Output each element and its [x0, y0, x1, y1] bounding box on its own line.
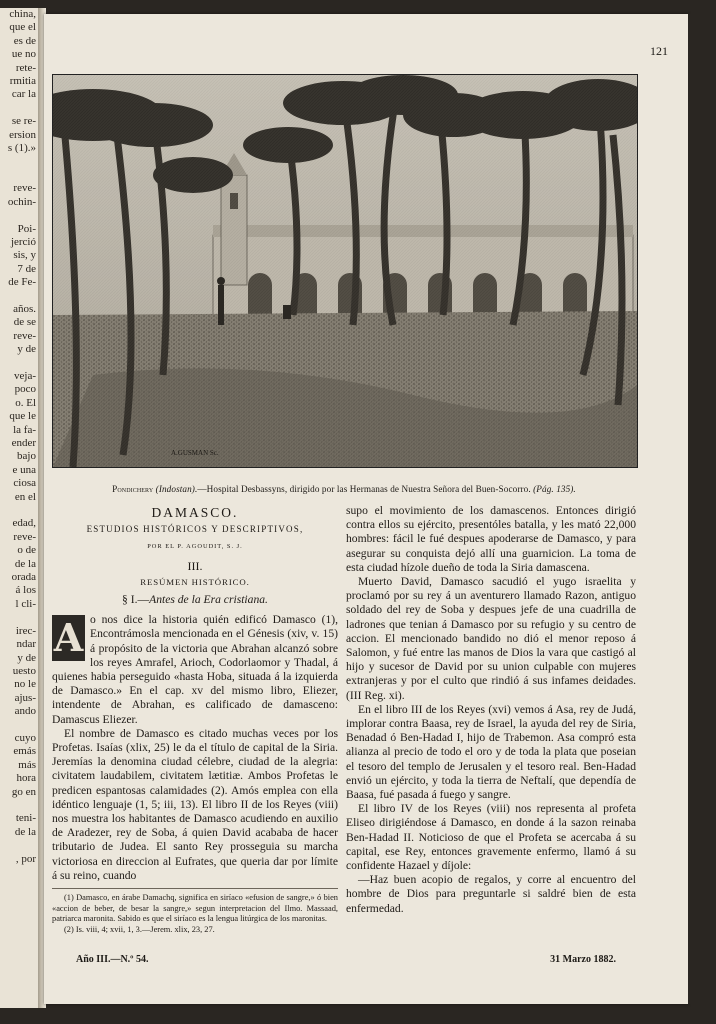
- facing-page-line: irec-: [15, 624, 36, 637]
- issue-number: Año III.—N.º 54.: [76, 954, 149, 965]
- facing-page-line: [0, 504, 40, 517]
- facing-page-line: o. El: [15, 396, 36, 409]
- facing-page-line: años.: [13, 302, 36, 315]
- paragraph: —Haz buen acopio de regalos, y corre al encuentro del hombre de Dios para preguntarle si saldré bien de esta enfermedad.: [346, 873, 636, 915]
- facing-page-line: [0, 719, 40, 732]
- paragraph: [52, 613, 338, 727]
- facing-page-line: veja-: [14, 369, 36, 382]
- facing-page-line: [0, 102, 40, 115]
- facing-page-line: emás: [13, 745, 36, 758]
- article-subtitle: ESTUDIOS HISTÓRICOS Y DESCRIPTIVOS,: [86, 524, 304, 535]
- right-column: [346, 504, 636, 916]
- page-number: 121: [650, 44, 668, 58]
- artist-signature: A.GUSMAN Sc.: [171, 449, 219, 457]
- facing-page-line: la fa-: [13, 423, 36, 436]
- facing-page-line: y de: [17, 651, 36, 664]
- chapter-title: RESÚMEN HISTÓRICO.: [140, 576, 250, 587]
- facing-page-line: que el: [9, 21, 36, 34]
- footnote: (2) Is. viii, 4; xvii, 1, 3.—Jerem. xlix, 23, 27.: [64, 924, 215, 934]
- paragraph: Muerto David, Damasco sacudió el yugo israelita y proclamó por su rey á un aventurero llamado Razon, antiguo soldado del rey de Soba y despues jefe de una cuadrilla de ladrones que tenian á Damasco por su refugio y su centro de accion. El mencionado bandido no dió el menor reposo á Salomon, y fué entre las manos de Dios la vara que castigó al hijo y sucesor de David por su union culpable con mujeres extranjeras y por el culto que rindió á sus infames deidades. (III Reg. xi).: [346, 575, 636, 702]
- facing-page-line: ersion: [9, 128, 36, 141]
- facing-page-line: ochin-: [7, 195, 36, 208]
- facing-page-line: ue no: [11, 48, 36, 61]
- facing-page-line: bajo: [17, 450, 36, 463]
- facing-page-line: Poi-: [17, 222, 36, 235]
- drop-cap: A: [53, 615, 84, 661]
- facing-page-line: edad,: [12, 517, 36, 530]
- facing-page-line: go en: [11, 785, 36, 798]
- facing-page-line: [0, 169, 40, 182]
- facing-page-line: ando: [14, 705, 36, 718]
- facing-page-line: orada: [11, 571, 36, 584]
- facing-page-fragment: [0, 8, 41, 1008]
- facing-page-line: ndar: [16, 638, 36, 651]
- facing-page-line: car la: [11, 88, 36, 101]
- footnote-rule: [52, 888, 338, 889]
- section-heading: [52, 593, 338, 607]
- caption-text: —Hospital Desbassyns, dirigido por las Hermanas de Nuestra Señora del Buen-Socorro.: [197, 484, 531, 494]
- facing-page-line: más: [18, 758, 36, 771]
- magazine-page: [44, 14, 688, 1004]
- facing-page-line: ciosa: [13, 477, 36, 490]
- facing-page-line: de se: [13, 316, 36, 329]
- caption-ref: (Pág. 135).: [533, 484, 576, 494]
- facing-page-line: poco: [14, 383, 36, 396]
- facing-page-line: reve-: [13, 182, 36, 195]
- facing-page-line: sis, y: [13, 249, 36, 262]
- scan-background: [688, 14, 716, 1004]
- facing-page-line: y de: [17, 343, 36, 356]
- facing-page-line: se re-: [11, 115, 36, 128]
- facing-page-line: de la: [14, 557, 36, 570]
- footnote: (1) Damasco, en árabe Damachq, significa en siríaco «efusion de sangre,» ó bien «accion de beber, de besar la sangre,» segun interpretacion del Ilmo. Massaad, patriarca maronita. Sabido es que el siríaco es la lengua litúrgica de los maronitas.: [52, 893, 338, 924]
- paragraph: supo el movimiento de los damascenos. Entonces dirigió contra ellos su ejército, presentóles batalla, y les mató 22,000 hombres: fácil le fué despues apoderarse de Damasco, y para asegurar su conquista dejó allí una guarnicion. La toma de esta ciudad hízole dueño de toda la Siria damascena.: [346, 504, 636, 574]
- facing-page-line: de Fe-: [8, 276, 36, 289]
- facing-page-line: es de: [13, 34, 36, 47]
- facing-page-line: reve-: [13, 530, 36, 543]
- facing-page-line: [0, 290, 40, 303]
- facing-page-line: [0, 799, 40, 812]
- facing-page-line: teni-: [15, 812, 36, 825]
- facing-page-line: [0, 209, 40, 222]
- issue-date: 31 Marzo 1882.: [550, 954, 616, 965]
- caption-place: Pondichery: [112, 484, 154, 494]
- facing-page-line: l cli-: [15, 597, 36, 610]
- facing-page-line: jerció: [10, 235, 36, 248]
- paragraph-text: o nos dice la historia quién edificó Damasco (1), Encontrámosla mencionada en el Génesis (xiv, v. 15) á propósito de la victoria que Abrahan alcanzó sobre los reyes Amrafel, Arioch, Codorlaomor y Thadal, á quienes habia perseguido «hasta Hoba, situada á la izquierda de Damasco.» En el cap. xv del mismo libro, Eliezer, intendente de Abrahan, es calificado de damasceno: Damascus Eliezer.: [52, 613, 338, 726]
- facing-page-line: [0, 611, 40, 624]
- facing-page-line: [0, 839, 40, 852]
- facing-page-line: , por: [15, 852, 36, 865]
- facing-page-line: 7 de: [17, 262, 36, 275]
- facing-page-line: ajus-: [14, 691, 36, 704]
- facing-page-line: no le: [14, 678, 36, 691]
- engraving-illustration: [52, 74, 638, 468]
- facing-page-line: ender: [11, 437, 36, 449]
- palm-courtyard-illustration: [53, 75, 637, 467]
- facing-page-line: á los: [15, 584, 36, 597]
- facing-page-line: rete-: [15, 61, 36, 74]
- facing-page-line: hora: [16, 772, 36, 785]
- left-column: [52, 504, 338, 935]
- facing-page-line: de la: [14, 825, 36, 838]
- facing-page-line: que le: [9, 410, 36, 423]
- facing-page-line: china,: [9, 8, 36, 20]
- chapter-number: III.: [187, 558, 203, 573]
- facing-page-line: e una: [12, 463, 36, 476]
- facing-page-line: o de: [17, 544, 36, 557]
- facing-page-line: reve-: [13, 329, 36, 342]
- section-title: Antes de la Era cristiana.: [149, 593, 268, 607]
- illustration-caption: [52, 484, 636, 494]
- article-title: DAMASCO.: [151, 505, 239, 520]
- facing-page-line: uesto: [12, 664, 36, 677]
- caption-region: (Indostan).: [155, 484, 198, 494]
- paragraph: El nombre de Damasco es citado muchas veces por los Profetas. Isaías (xlix, 25) le da el título de capital de la Siria. Jeremías la denomina ciudad célebre, ciudad de la alegria: civitatem laudabilem, civitatem lætitiæ. Ambos Profetas le predicen espantosas calamidades (2). Amós emplea con ella idéntico lenguaje (1, 5; iii, 13). El libro II de los Reyes (viii) nos muestra los habitantes de Damasco acudiendo en auxilio de Aradezer, rey de Soba, á quien David acababa de hacer tributario de Judea. El santo Rey prosseguia su marcha victoriosa en direccion al Eufrates, que queria dar por límite á su reino, cuando: [52, 726, 338, 882]
- paragraph: El libro IV de los Reyes (viii) nos representa al profeta Eliseo dirigiéndose á Damasco, en donde á la sazon reinaba Ben-Hadad II. Noticioso de que el Profeta se acercaba á su capital, ese Rey, entonces gravemente enfermo, llamó á su confidente Hazael y díjole:: [346, 802, 636, 873]
- facing-page-line: cuyo: [14, 731, 36, 744]
- facing-page-line: [0, 155, 40, 168]
- article-author: POR EL P. AGOUDIT, S. J.: [147, 543, 243, 551]
- facing-page-line: [0, 357, 40, 370]
- facing-page-line: rmitia: [9, 75, 36, 88]
- facing-page-line: en el: [14, 490, 36, 503]
- section-number: § I.—: [122, 593, 150, 607]
- paragraph: En el libro III de los Reyes (xvi) vemos á Asa, rey de Judá, implorar contra Baasa, rey de Israel, la ayuda del rey de Siria, Benadad ó Ben-Hadad I, hijo de Trabemon. Asa compró esta alianza al precio de todo el oro y de toda la plata que poseian el tesoro del templo de Jerusalen y el tesoro real. Ben-Hadad envió un ejército, y toda la tierra de Neftalí, que dependía de Baasa, fué pasada á fuego y sangre.: [346, 702, 636, 802]
- facing-page-line: s (1).»: [7, 142, 36, 155]
